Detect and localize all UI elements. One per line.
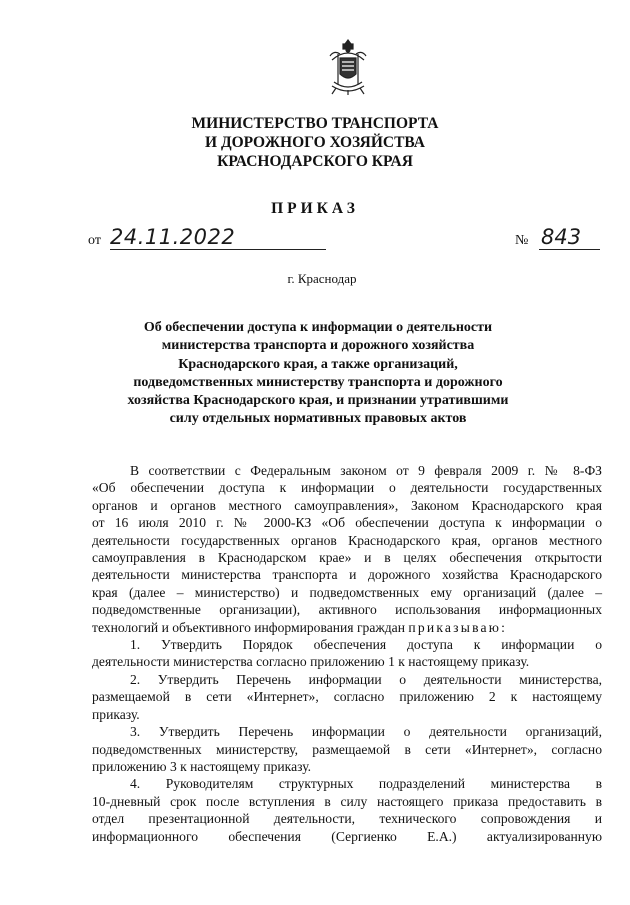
ministry-line: И ДОРОЖНОГО ХОЗЯЙСТВА [205,134,425,151]
preamble-line: деятельности министерства транспорта и дорожного хозяйства Краснодарского [92,567,602,583]
city: г. Краснодар [287,271,357,286]
item-3-line: подведомственных министерству, размещаемой в сети «Интернет», согласно [92,741,602,757]
preamble-line: «Об обеспечении доступа к информации о деятельности государственных [92,480,602,496]
item-2-line: приказу. [92,706,140,722]
coat-of-arms-icon [324,38,372,96]
subject-line: Об обеспечении доступа к информации о деятельности [143,320,493,335]
item-4-line: отдел презентационной деятельности, технического сопровождения и [92,811,602,827]
subject-line: хозяйства Краснодарского края, и признании утратившими [127,393,509,409]
ministry-line: КРАСНОДАРСКОГО КРАЯ [217,153,413,170]
subject-line: министерства транспорта и дорожного хозяйства [161,338,475,354]
item-4-line: 4. Руководителям структурных подразделений министерства в [130,776,602,792]
item-4-line: информационного обеспечения (Сергиенко Е.А.) актуализированную [92,828,602,844]
item-4-line: 10-дневный срок после вступления в силу настоящего приказа предоставить в [92,793,602,809]
preamble-line: В соответствии с Федеральным законом от 9 февраля 2009 г. № 8-ФЗ [130,463,602,478]
preamble-line: деятельности государственных органов Краснодарского края, органов местного [92,532,602,548]
item-2-line: 2. Утвердить Перечень информации о деятельности министерства, [130,671,602,687]
preamble-line: подведомственные организации), активного использования информационных [92,602,602,618]
item-2-line: размещаемой в сети «Интернет», согласно приложению 2 к настоящему [92,689,602,705]
item-3-line: 3. Утвердить Перечень информации о деятельности организаций, [130,724,602,740]
ministry-header [0,114,630,171]
preamble-line: самоуправления в Краснодарском крае» и в целях обеспечения открытости [92,550,602,566]
handwritten-date: 24.11.2022 [110,225,236,249]
preamble-last-line [92,619,602,636]
order-subject [90,319,546,429]
preamble-line: края (далее – министерство) и подведомственных ему организаций (далее – [92,584,602,600]
preamble-line: органов и органов местного самоуправления», Законом Краснодарского края [92,497,602,513]
handwritten-number: 843 [541,225,582,249]
item-3-line: приложению 3 к настоящему приказу. [92,758,312,774]
order-body [92,462,602,845]
preamble-line: от 16 июля 2010 г. № 2000-КЗ «Об обеспечении доступа к информации о [92,515,602,531]
order-title: ПРИКАЗ [271,200,359,217]
subject-line: силу отдельных нормативных правовых актов [169,411,467,427]
date-prefix: от [88,233,101,248]
subject-line: Краснодарского края, а также организаций, [178,356,458,372]
subject-line: подведомственных министерству транспорта и дорожного [133,374,503,390]
ministry-line: МИНИСТЕРСТВО ТРАНСПОРТА [191,115,439,132]
item-1-line: деятельности министерства согласно приложению 1 к настоящему приказу. [92,654,530,670]
decree-word: приказываю: [408,619,508,635]
preamble-last-text: технологий и объективного информирования граждан [92,619,405,635]
number-prefix: № [515,233,529,248]
item-1-line: 1. Утвердить Порядок обеспечения доступа к информации о [130,637,602,653]
date-number-row [88,227,600,253]
